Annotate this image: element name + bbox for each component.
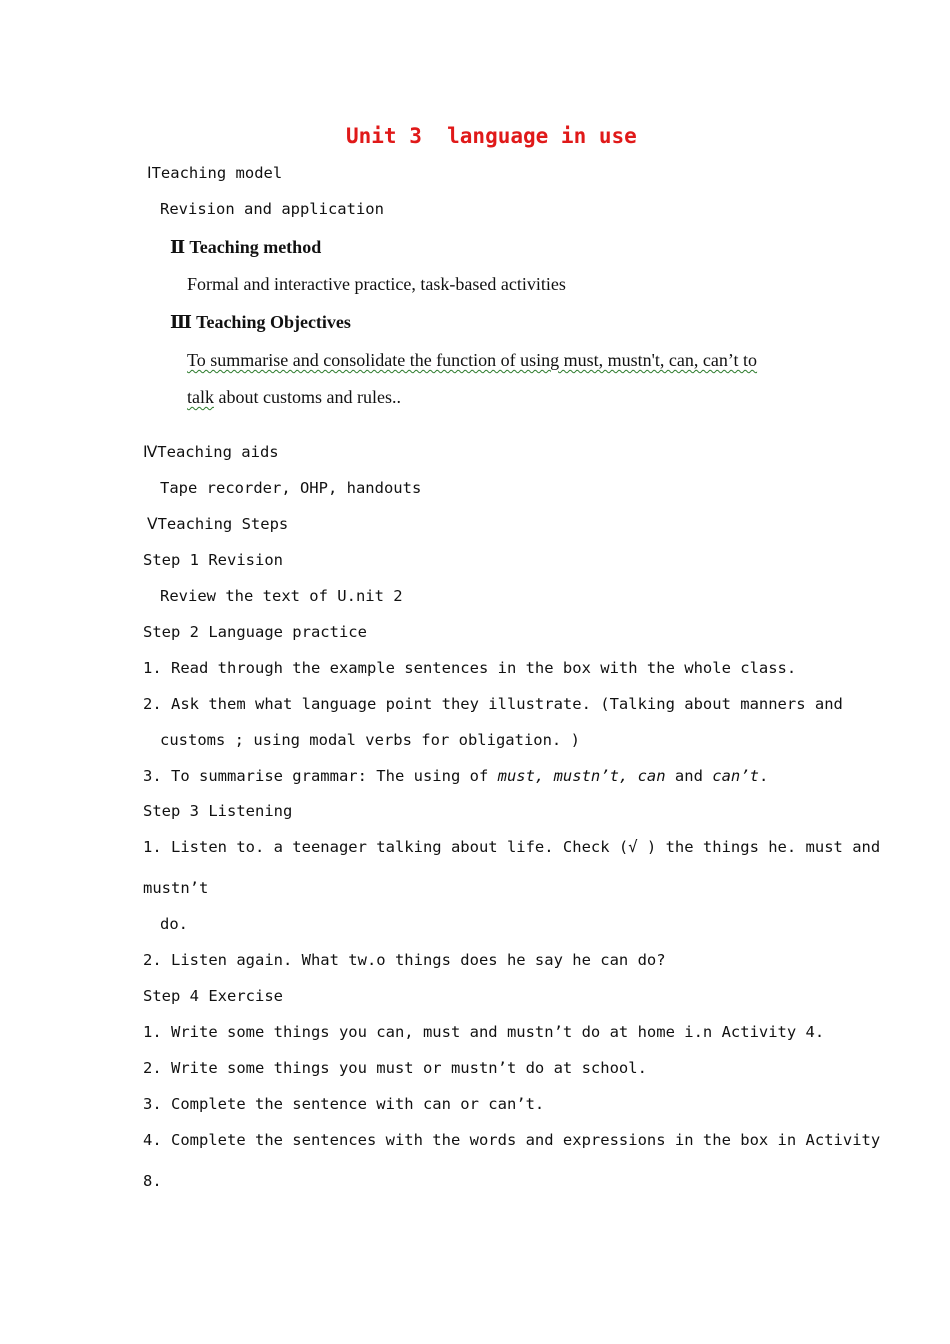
step-3-item-2: 2. Listen again. What tw.o things does he say he can do? [143, 951, 666, 969]
section-teaching-steps-heading: ⅤTeaching Steps [147, 515, 289, 533]
step-2-heading: Step 2 Language practice [143, 623, 367, 641]
objectives-line-2-rest: about customs and rules.. [214, 387, 401, 407]
step-2-item-3-end: . [758, 767, 769, 785]
objectives-line-1: To summarise and consolidate the function of using must, mustn't, can, can’t to [187, 350, 758, 370]
step-2-item-2-line-1: 2. Ask them what language point they illustrate. (Talking about manners and [143, 695, 843, 713]
section-teaching-method-text: Formal and interactive practice, task-based activities [187, 274, 566, 294]
step-2-item-3 [143, 767, 768, 785]
step-4-item-4-line-2: 8. [143, 1172, 162, 1190]
step-2-item-2-line-2: customs ; using modal verbs for obligation. ) [160, 731, 580, 749]
section-teaching-aids-heading: ⅣTeaching aids [143, 443, 279, 461]
step-4-heading: Step 4 Exercise [143, 987, 283, 1005]
step-3-item-1-line-3: do. [160, 915, 188, 933]
section-teaching-model-heading: ⅠTeaching model [147, 164, 283, 182]
step-4-item-1: 1. Write some things you can, must and mustn’t do at home i.n Activity 4. [143, 1023, 825, 1041]
objectives-word-talk: talk [187, 387, 214, 407]
step-3-heading: Step 3 Listening [143, 802, 293, 820]
step-2-item-3-modals: must, mustn’t, can [497, 767, 666, 785]
step-2-item-3-prefix: 3. To summarise grammar: The using of [143, 767, 498, 785]
step-1-heading: Step 1 Revision [143, 551, 283, 569]
section-teaching-method-heading: Ⅱ Teaching method [170, 237, 322, 257]
section-objectives-heading: Ⅲ Teaching Objectives [170, 312, 351, 332]
step-4-item-4-line-1: 4. Complete the sentences with the words and expressions in the box in Activity [143, 1131, 881, 1149]
step-1-text: Review the text of U.nit 2 [160, 587, 403, 605]
section-teaching-model-text: Revision and application [160, 200, 384, 218]
step-2-item-3-cant: can’t [712, 767, 759, 785]
step-3-item-1-line-2: mustn’t [143, 879, 209, 897]
page-title: Unit 3 language in use [346, 124, 637, 148]
section-teaching-aids-text: Tape recorder, OHP, handouts [160, 479, 422, 497]
step-2-item-3-and: and [665, 767, 713, 785]
step-3-item-1-line-1: 1. Listen to. a teenager talking about life. Check (√ ) the things he. must and [143, 838, 881, 856]
objectives-line-2 [187, 387, 401, 408]
step-2-item-1: 1. Read through the example sentences in the box with the whole class. [143, 659, 797, 677]
step-4-item-3: 3. Complete the sentence with can or can’t. [143, 1095, 545, 1113]
step-4-item-2: 2. Write some things you must or mustn’t do at school. [143, 1059, 647, 1077]
